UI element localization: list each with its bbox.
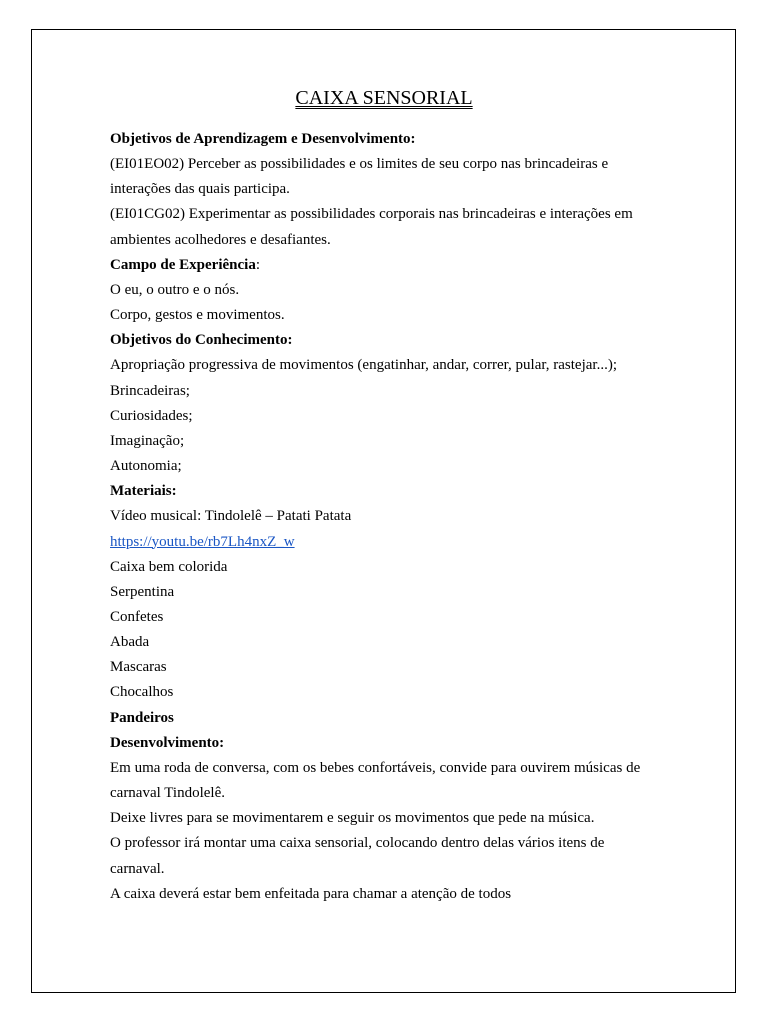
body-text: (EI01CG02) Experimentar as possibilidades corporais nas brincadeiras e interações em xyxy=(110,206,633,223)
body-text-line xyxy=(110,655,690,680)
body-text-line xyxy=(110,555,690,580)
body-text-line xyxy=(110,202,690,227)
section-heading xyxy=(110,706,690,731)
section-heading xyxy=(110,731,690,756)
body-text: O professor irá montar uma caixa sensorial, colocando dentro delas vários itens de xyxy=(110,835,605,852)
body-text: Autonomia; xyxy=(110,458,182,475)
body-text-line xyxy=(110,831,690,856)
body-text-line xyxy=(110,630,690,655)
body-text-line xyxy=(110,806,690,831)
body-text-line xyxy=(110,278,690,303)
body-text-line xyxy=(110,504,690,529)
section-heading xyxy=(110,253,690,278)
body-text-line xyxy=(110,303,690,328)
body-text: Em uma roda de conversa, com os bebes confortáveis, convide para ouvirem músicas de xyxy=(110,759,641,776)
section-heading xyxy=(110,479,690,504)
section-heading-text: Pandeiros xyxy=(110,709,174,726)
body-text: Mascaras xyxy=(110,659,167,676)
body-text: Curiosidades; xyxy=(110,407,193,424)
section-heading-colon: : xyxy=(255,256,260,273)
body-text: (EI01EO02) Perceber as possibilidades e os limites de seu corpo nas brincadeiras e xyxy=(110,156,609,173)
body-text-line xyxy=(110,152,690,177)
document-title xyxy=(0,85,768,111)
body-text-line xyxy=(110,353,690,378)
body-text-line xyxy=(110,882,690,907)
body-text: Brincadeiras; xyxy=(110,382,190,399)
section-heading-text: Desenvolvimento: xyxy=(110,734,225,751)
section-heading xyxy=(110,127,690,152)
body-text: Imaginação; xyxy=(110,432,185,449)
body-text-line xyxy=(110,454,690,479)
body-text: Serpentina xyxy=(110,583,175,600)
body-text: interações das quais participa. xyxy=(110,181,290,198)
body-text-line xyxy=(110,580,690,605)
section-heading-text: Materiais: xyxy=(110,483,177,500)
body-text-line xyxy=(110,177,690,202)
body-text: Confetes xyxy=(110,608,164,625)
body-text: O eu, o outro e o nós. xyxy=(110,281,240,298)
body-text-line xyxy=(110,756,690,781)
body-text-line xyxy=(110,228,690,253)
body-text: carnaval Tindolelê. xyxy=(110,785,225,802)
body-text-line xyxy=(110,429,690,454)
document-title-text: CAIXA SENSORIAL xyxy=(295,87,473,109)
body-text: Chocalhos xyxy=(110,684,174,701)
document-body xyxy=(110,127,690,907)
section-heading-text: Objetivos de Aprendizagem e Desenvolvimento: xyxy=(110,131,416,147)
body-text-line xyxy=(110,781,690,806)
body-text: ambientes acolhedores e desafiantes. xyxy=(110,231,331,248)
video-link-line xyxy=(110,530,690,555)
body-text: Apropriação progressiva de movimentos (engatinhar, andar, correr, pular, rastejar...); xyxy=(110,357,617,374)
video-link[interactable]: https://youtu.be/rb7Lh4nxZ_w xyxy=(110,533,295,550)
body-text-line xyxy=(110,680,690,705)
body-text: carnaval. xyxy=(110,860,165,877)
body-text: Corpo, gestos e movimentos. xyxy=(110,307,285,324)
body-text-line xyxy=(110,404,690,429)
body-text: Vídeo musical: Tindolelê – Patati Patata xyxy=(110,508,352,525)
body-text: Abada xyxy=(110,634,150,651)
section-heading-text: Objetivos do Conhecimento: xyxy=(110,332,293,349)
body-text: Deixe livres para se movimentarem e seguir os movimentos que pede na música. xyxy=(110,810,595,827)
body-text-line xyxy=(110,379,690,404)
body-text-line xyxy=(110,605,690,630)
body-text-line xyxy=(110,857,690,882)
section-heading-text: Campo de Experiência xyxy=(110,256,256,273)
section-heading xyxy=(110,328,690,353)
body-text: Caixa bem colorida xyxy=(110,558,228,575)
body-text: A caixa deverá estar bem enfeitada para chamar a atenção de todos xyxy=(110,885,512,902)
